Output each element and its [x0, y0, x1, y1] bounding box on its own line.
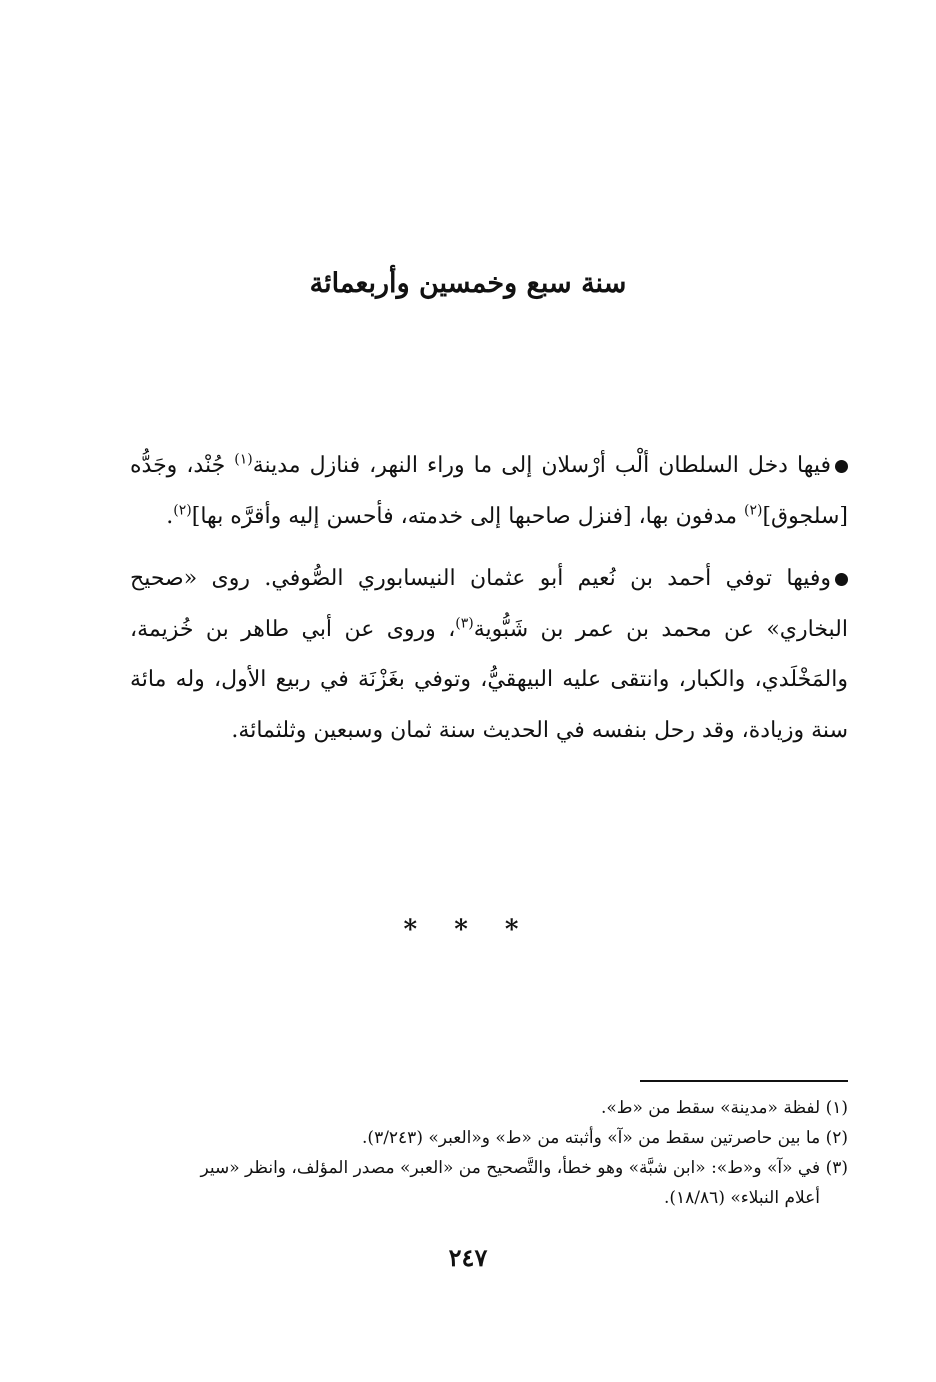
footnote-ref[interactable]: (٢) — [744, 502, 763, 519]
paragraph-text: ، وروى عن أبي طاهر بن خُزيمة، والمَخْلَدي، والكبار، وانتقى عليه البيهقيُّ، وتوفي بغَزْنَة في ربيع الأول، وله مائة سنة وزيادة، وقد رحل بنفسه في الحديث سنة ثمان وسبعين وثلثمائة. — [130, 616, 848, 743]
paragraph-text: وفيها توفي أحمد بن نُعيم أبو عثمان النيسابوري الصُّوفي. روى «صحيح البخاري» عن محمد بن عمر بن شَبُّوية — [130, 566, 848, 642]
page-number: ٢٤٧ — [448, 1243, 488, 1272]
paragraph-text: جُنْد، وجَدُّه [سلجوق] — [130, 453, 848, 529]
paragraph-text: فيها دخل السلطان ألْب أرْسلان إلى ما وراء النهر، فنازل مدينة — [252, 453, 832, 478]
footnote-3: (٣) في «آ» و«ط»: «ابن شبَّة» وهو خطأ، والتَّصحيح من «العبر» مصدر المؤلف، وانظر «سير — [200, 1158, 848, 1178]
footnote-ref[interactable]: (٣) — [455, 615, 474, 632]
section-separator: * * * — [403, 915, 533, 945]
section-title: سنة سبع وخمسين وأربعمائة — [309, 268, 627, 299]
paragraph-1 — [130, 441, 848, 542]
paragraph-text: . — [166, 503, 174, 529]
footnote-3-continued: أعلام النبلاء» (١٨/٨٦). — [664, 1188, 820, 1208]
main-text — [130, 441, 848, 768]
paragraph-2 — [130, 554, 848, 756]
footnote-2: (٢) ما بين حاصرتين سقط من «آ» وأثبته من «ط» و«العبر» (٣/٢٤٣). — [362, 1128, 848, 1148]
footnote-ref[interactable]: (١) — [234, 451, 253, 468]
bullet-icon — [835, 573, 848, 586]
footnote-divider — [640, 1080, 848, 1082]
bullet-icon — [835, 460, 848, 473]
footnote-1: (١) لفظة «مدينة» سقط من «ط». — [600, 1098, 848, 1118]
paragraph-text: مدفون بها، [فنزل صاحبها إلى خدمته، فأحسن إليه وأقرَّه بها] — [191, 503, 744, 529]
footnotes — [120, 1093, 848, 1213]
footnote-ref[interactable]: (٢) — [173, 502, 192, 519]
